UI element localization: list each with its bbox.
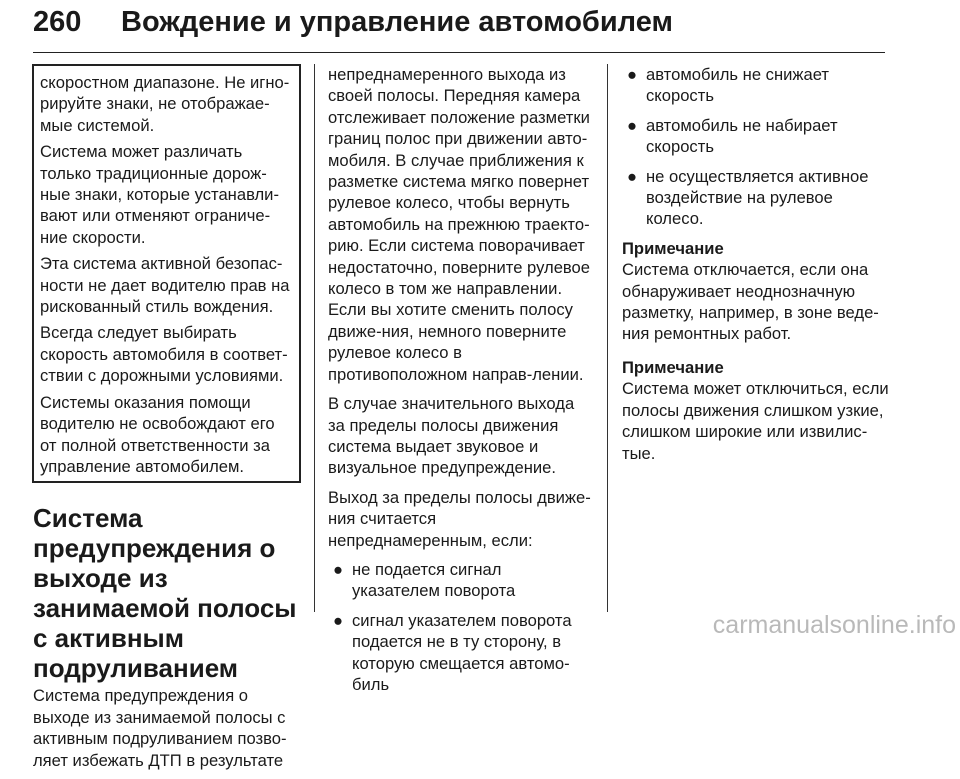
note-text: Система отключается, если она обнаруживает неоднозначную разметку, например, в зоне веде-ния ремонтных работ.: [622, 260, 879, 344]
note-block: [622, 238, 890, 345]
page-header: [33, 0, 885, 53]
column-divider-1: [314, 64, 315, 612]
note-title: Примечание: [622, 357, 724, 377]
body-paragraph: В случае значительного выхода за пределы полосы движения система выдает звуковое и визуальное предупреждение.: [328, 394, 575, 478]
box-paragraph: Система может различать только традиционные дорож-ные знаки, которые устанавли-вают или отменяют ограниче-ние скорости.: [40, 142, 279, 247]
section-intro: Система предупреждения о выходе из занимаемой полосы с активным подруливанием позво-ляет избежать ДТП в результате: [33, 686, 287, 770]
bullet-icon: ●: [333, 610, 344, 630]
list-item: [328, 610, 592, 696]
condition-list: [328, 559, 592, 695]
box-paragraph: скоростном диапазоне. Не игно-рируйте знаки, не отображае-мые системой.: [40, 73, 290, 135]
box-paragraph: Эта система активной безопас-ности не дает водителю прав на рискованный стиль вождения.: [40, 254, 290, 317]
box-paragraph: Всегда следует выбирать скорость автомобиля в соответ-ствии с дорожными условиями.: [40, 323, 288, 386]
watermark: carmanualsonline.info: [712, 611, 956, 639]
list-item: [622, 64, 890, 107]
list-item-text: автомобиль не снижает скорость: [646, 65, 830, 106]
note-block: [622, 357, 890, 464]
box-paragraph: Системы оказания помощи водителю не освобождают его от полной ответственности за управление автомобилем.: [40, 392, 275, 476]
note-text: Система может отключиться, если полосы движения слишком узкие, слишком широкие или извилис-тые.: [622, 379, 889, 463]
body-paragraph: непреднамеренного выхода из своей полосы. Передняя камера отслеживает положение разметки границ полос при движении авто-мобиля. В случае приближения к разметке система мягко повернет рулевое колесо, чтобы вернуть автомобиль на прежнюю траекто-рию. Если система поворачивает недостаточно, поверните рулевое колесо в том же направлении. Если вы хотите сменить полосу движе-ния, немного поверните рулевое колесо в противоположном направ-лении.: [328, 65, 591, 384]
column-3: [622, 64, 890, 476]
bullet-icon: ●: [627, 166, 638, 186]
body-paragraph: Выход за пределы полосы движе-ния считается непреднамеренным, если:: [328, 487, 591, 550]
list-item-text: не подается сигнал указателем поворота: [352, 559, 516, 601]
note-title: Примечание: [622, 238, 724, 258]
column-1: [33, 64, 301, 779]
section-heading: Система предупреждения о выходе из занимаемой полосы с активным подруливанием: [33, 503, 297, 684]
list-item: [328, 559, 592, 602]
page-title: Вождение и управление автомобилем: [121, 6, 673, 38]
column-divider-2: [607, 64, 608, 612]
list-item-text: сигнал указателем поворота подается не в ту сторону, в которую смещается автомо-биль: [352, 610, 572, 694]
list-item-text: автомобиль не набирает скорость: [646, 115, 838, 157]
bullet-icon: ●: [627, 115, 638, 135]
bullet-icon: ●: [333, 559, 344, 579]
list-item: [622, 115, 890, 158]
warning-box: [32, 64, 301, 483]
list-item: [622, 166, 890, 230]
list-item-text: не осуществляется активное воздействие на рулевое колесо.: [646, 166, 869, 229]
condition-list-continued: [622, 64, 890, 230]
page-number: 260: [33, 6, 82, 38]
bullet-icon: ●: [627, 65, 638, 84]
column-2: [328, 64, 592, 703]
